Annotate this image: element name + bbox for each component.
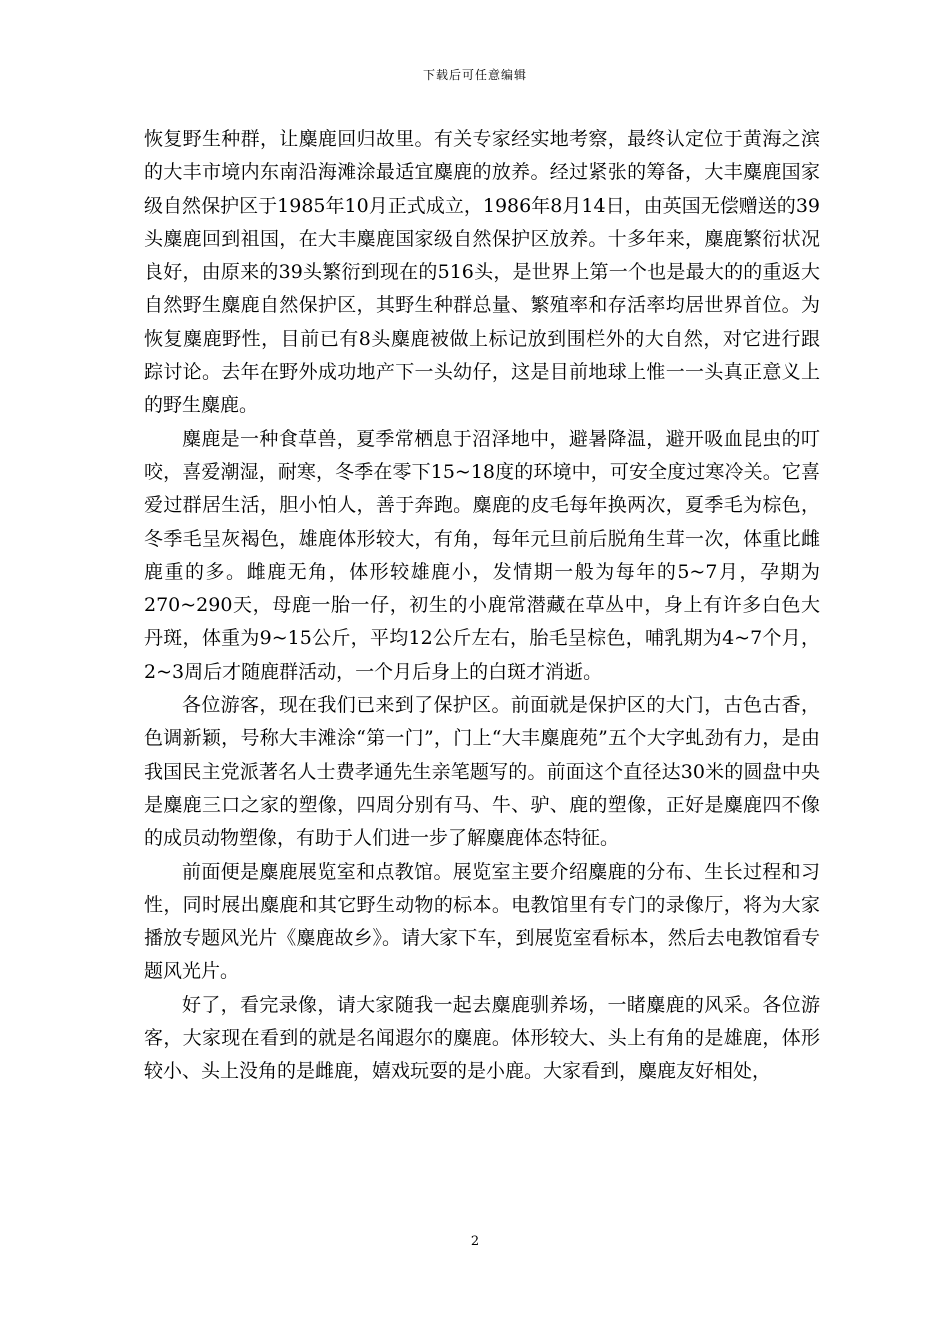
paragraph-exhibition-hall: 前面便是麋鹿展览室和点教馆。展览室主要介绍麋鹿的分布、生长过程和习性，同时展出麋鹿和其它野生动物的标本。电教馆里有专门的录像厅，将为大家播放专题风光片《麋鹿故乡》。请大家下车，到展览室看标本，然后去电教馆看专题风光片。 bbox=[144, 860, 820, 983]
page-header: 下载后可任意编辑 bbox=[422, 68, 527, 82]
paragraph-elk-habits: 麋鹿是一种食草兽，夏季常栖息于沼泽地中，避暑降温，避开吸血昆虫的叮咬，喜爱潮湿，耐寒，冬季在零下15~18度的环境中，可安全度过寒冷关。它喜爱过群居生活，胆小怕人，善于奔跑。麋鹿的皮毛每年换两次，夏季毛为棕色，冬季毛呈灰褐色，雄鹿体形较大，有角，每年元旦前后脱角生茸一次，体重比雌鹿重的多。雌鹿无角，体形较雄鹿小，发情期一般为每年的5~7月，孕期为270~290天，母鹿一胎一仔，初生的小鹿常潜藏在草丛中，身上有许多白色大丹斑，体重为9~15公斤，平均12公斤左右，胎毛呈棕色，哺乳期为4~7个月，2~3周后才随鹿群活动，一个月后身上的白斑才消逝。 bbox=[144, 427, 820, 683]
paragraph-breeding-ground: 好了，看完录像，请大家随我一起去麋鹿驯养场，一睹麋鹿的风采。各位游客，大家现在看到的就是名闻遐尔的麋鹿。体形较大、头上有角的是雄鹿，体形较小、头上没角的是雌鹿，嬉戏玩耍的是小鹿。大家看到，麋鹿友好相处， bbox=[144, 993, 820, 1083]
page-number: 2 bbox=[470, 1234, 480, 1249]
paragraph-reserve-gate: 各位游客，现在我们已来到了保护区。前面就是保护区的大门，古色古香，色调新颖，号称大丰滩涂“第一门”，门上“大丰麋鹿苑”五个大字虬劲有力，是由我国民主党派著名人士费孝通先生亲笔题写的。前面这个直径达30米的圆盘中央是麋鹿三口之家的塑像，四周分别有马、牛、驴、鹿的塑像，正好是麋鹿四不像的成员动物塑像，有助于人们进一步了解麋鹿体态特征。 bbox=[144, 694, 820, 850]
document-body bbox=[144, 123, 820, 1089]
paragraph-continued: 恢复野生种群，让麋鹿回归故里。有关专家经实地考察，最终认定位于黄海之滨的大丰市境内东南沿海滩涂最适宜麋鹿的放养。经过紧张的筹备，大丰麋鹿国家级自然保护区于1985年10月正式成立，1986年8月14日，由英国无偿赠送的39头麋鹿回到祖国，在大丰麋鹿国家级自然保护区放养。十多年来，麋鹿繁衍状况良好，由原来的39头繁衍到现在的516头，是世界上第一个也是最大的的重返大自然野生麋鹿自然保护区，其野生种群总量、繁殖率和存活率均居世界首位。为恢复麋鹿野性，目前已有8头麋鹿被做上标记放到围栏外的大自然，对它进行跟踪讨论。去年在野外成功地产下一头幼仔，这是目前地球上惟一一头真正意义上的野生麋鹿。 bbox=[144, 128, 820, 417]
